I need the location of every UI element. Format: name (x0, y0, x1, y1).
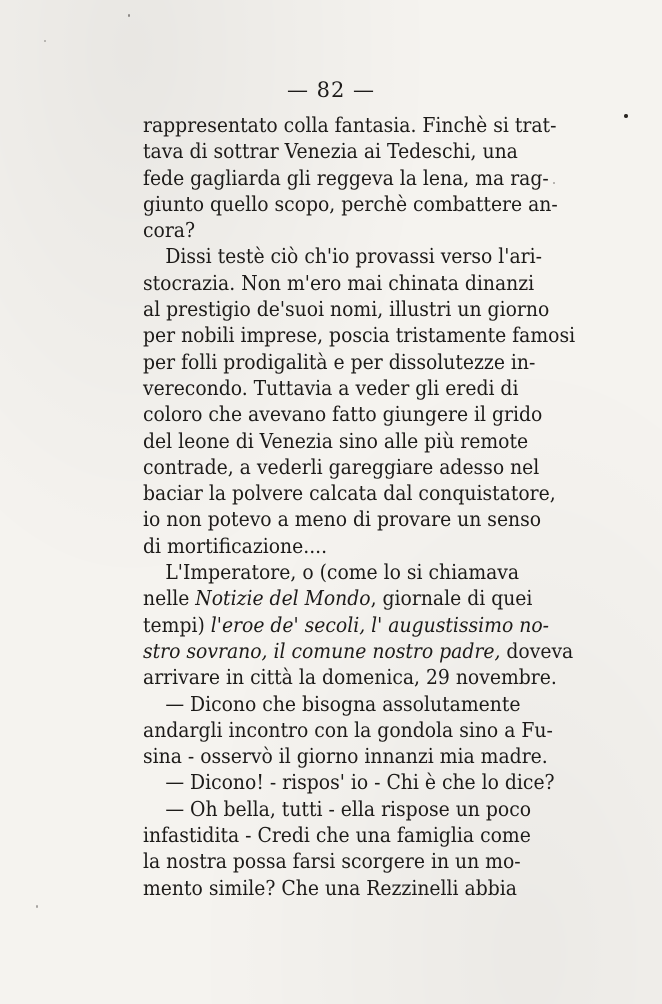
italic-text: l'eroe de' secoli, l' augustissimo no- (210, 612, 549, 637)
text-segment: coloro che avevano fatto giungere il grido (143, 402, 543, 427)
text-line (143, 769, 555, 795)
text-line (143, 243, 542, 269)
text-line (143, 664, 557, 690)
ink-speck (36, 905, 38, 908)
text-segment: giunto quello scopo, perchè combattere an- (143, 191, 558, 216)
text-line (143, 138, 518, 164)
ink-speck (624, 114, 628, 118)
text-line (143, 875, 517, 901)
text-line (143, 796, 532, 822)
text-line (143, 217, 513, 243)
text-line (143, 717, 553, 743)
text-segment: di mortificazione.... (143, 533, 328, 558)
text-line (143, 848, 521, 874)
text-line (143, 612, 549, 638)
text-line (143, 296, 550, 322)
text-segment: sina - osservò il giorno innanzi mia madre. (143, 744, 548, 769)
text-segment: rappresentato colla fantasia. Finchè si trat- (143, 113, 557, 137)
text-line (143, 559, 520, 585)
text-segment: per nobili imprese, poscia tristamente famosi (143, 323, 576, 348)
text-segment: cora? (143, 218, 196, 243)
text-segment: tava di sottrar Venezia ai Tedeschi, una (143, 139, 518, 164)
text-line (143, 638, 574, 664)
text-segment: verecondo. Tuttavia a veder gli eredi di (143, 375, 519, 400)
text-segment: la nostra possa farsi scorgere in un mo- (143, 849, 521, 874)
text-line (143, 822, 531, 848)
text-line (143, 743, 548, 769)
text-line (143, 585, 533, 611)
text-segment: baciar la polvere calcata dal conquistatore, (143, 481, 556, 506)
text-line (143, 375, 519, 401)
text-segment: doveva (500, 638, 574, 663)
text-segment: nelle (143, 586, 196, 611)
italic-text: stro sovrano, il comune nostro padre, (143, 638, 501, 663)
text-segment: mento simile? Che una Rezzinelli abbia (143, 875, 517, 900)
text-line (143, 322, 576, 348)
text-line (143, 533, 513, 559)
text-segment: arrivare in città la domenica, 29 novembre. (143, 665, 557, 690)
text-line (143, 691, 521, 717)
text-segment: Dissi testè ciò ch'io provassi verso l'ari- (165, 244, 542, 269)
text-line (143, 112, 557, 138)
text-line (143, 428, 529, 454)
ink-speck (44, 40, 46, 42)
text-segment: del leone di Venezia sino alle più remote (143, 428, 529, 453)
text-line (143, 270, 535, 296)
text-segment: contrade, a vederli gareggiare adesso nel (143, 454, 540, 479)
text-line (143, 349, 536, 375)
text-line (143, 165, 549, 191)
text-segment: andargli incontro con la gondola sino a Fu- (143, 717, 553, 742)
ink-speck (128, 14, 130, 17)
text-segment: tempi) (143, 612, 211, 637)
text-line (143, 401, 543, 427)
text-segment: al prestigio de'suoi nomi, illustri un giorno (143, 297, 550, 322)
text-segment: — Dicono che bisogna assolutamente (165, 691, 521, 716)
text-line (143, 506, 542, 532)
text-line (143, 191, 558, 217)
text-segment: L'Imperatore, o (come lo si chiamava (165, 560, 520, 585)
text-segment: , giornale di quei (370, 586, 533, 611)
italic-text: Notizie del Mondo (195, 586, 371, 611)
ink-speck (553, 182, 555, 184)
text-line (143, 454, 540, 480)
text-segment: infastidita - Credi che una famiglia come (143, 823, 531, 848)
text-segment: per folli prodigalità e per dissolutezze in- (143, 349, 536, 374)
text-segment: fede gagliarda gli reggeva la lena, ma rag- (143, 165, 549, 190)
page-number: — 82 — (286, 78, 376, 102)
text-segment: stocrazia. Non m'ero mai chinata dinanzi (143, 270, 535, 295)
body-text (143, 112, 576, 901)
text-segment: — Dicono! - rispos' io - Chi è che lo dice? (165, 770, 555, 795)
text-line (143, 480, 556, 506)
text-segment: — Oh bella, tutti - ella rispose un poco (165, 796, 532, 821)
text-segment: io non potevo a meno di provare un senso (143, 507, 542, 532)
